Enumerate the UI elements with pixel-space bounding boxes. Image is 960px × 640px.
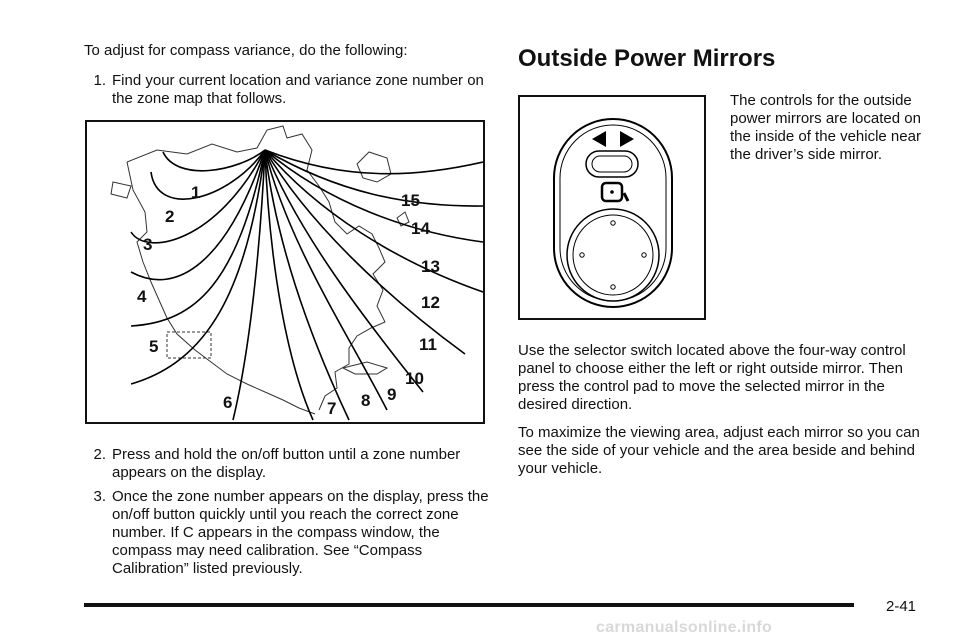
section-heading: Outside Power Mirrors	[518, 45, 776, 72]
zone-boundaries	[131, 150, 483, 420]
list-text: Once the zone number appears on the display, press the on/off button quickly until you reach the correct zone number. If C appears in the compass window, the compass may need calibration. See “Compass Calibration” listed previously.	[112, 488, 489, 577]
mirror-control-illustration	[518, 95, 706, 320]
controls-location-text: The controls for the outside power mirrors are located on the inside of the vehicle near the driver’s side mirror.	[730, 92, 921, 163]
left-arrow-icon	[592, 131, 606, 147]
zone-label: 7	[327, 399, 337, 418]
watermark: carmanualsonline.info	[596, 619, 773, 636]
right-arrow-icon	[620, 131, 634, 147]
list-number: 2.	[93, 446, 106, 463]
list-text: Press and hold the on/off button until a zone number appears on the display.	[112, 446, 461, 481]
paragraph: Use the selector switch located above the four-way control panel to choose either the left or right outside mirror. Then press the control pad to move the selected mirror in the desired direction.	[518, 342, 906, 413]
list-number: 3.	[93, 488, 106, 505]
list-text: Find your current location and variance zone number on the zone map that follows.	[112, 72, 484, 107]
zone-label: 2	[165, 207, 175, 226]
control-pad	[567, 209, 659, 301]
paragraph: To maximize the viewing area, adjust each mirror so you can see the side of your vehicle and the area beside and behind your vehicle.	[518, 424, 920, 477]
zone-label: 12	[421, 293, 440, 312]
zone-label: 10	[405, 369, 424, 388]
footer-rule	[84, 603, 854, 607]
zone-label: 3	[143, 235, 153, 254]
page-number: 2-41	[886, 598, 917, 615]
zone-label: 4	[137, 287, 147, 306]
zone-label: 5	[149, 337, 159, 356]
zone-label: 6	[223, 393, 233, 412]
mirror-control-graphic	[520, 97, 704, 318]
zone-label: 15	[401, 191, 420, 210]
zone-label: 1	[191, 183, 201, 202]
zone-label: 8	[361, 391, 371, 410]
zone-label: 11	[419, 335, 437, 354]
list-item	[84, 488, 494, 578]
list-number: 1.	[93, 72, 106, 89]
list-item	[84, 446, 494, 482]
compass-zone-map	[85, 120, 485, 424]
selector-switch	[586, 151, 638, 177]
zone-map-graphic	[87, 122, 483, 422]
zone-label: 13	[421, 257, 440, 276]
zone-label: 9	[387, 385, 397, 404]
intro-text: To adjust for compass variance, do the following:	[84, 42, 408, 59]
zone-label: 14	[411, 219, 430, 238]
list-item	[84, 72, 494, 108]
